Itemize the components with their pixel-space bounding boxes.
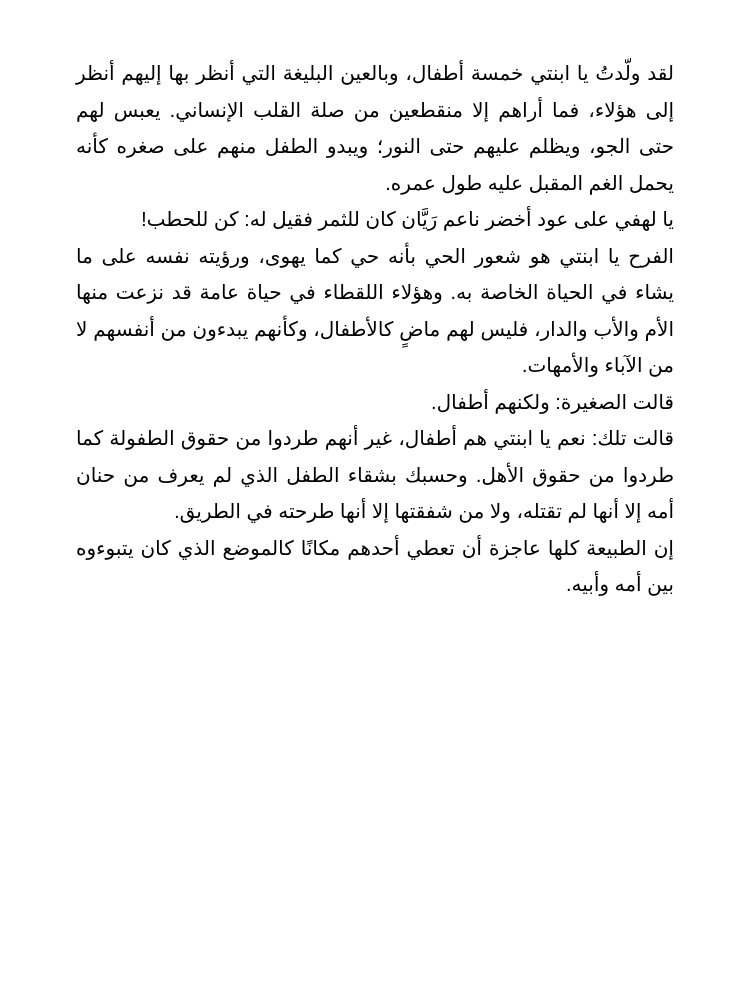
paragraph-lament: يا لهفي على عود أخضر ناعم رَيَّان كان للثمر فقيل له: كن للحطب! — [141, 209, 674, 231]
paragraph-opening: لقد ولّدتُ يا ابنتي خمسة أطفال، وبالعين البليغة التي أنظر بها إليهم أنظر إلى هؤلاء، فما أراهم إلا منقطعين من صلة القلب الإنساني. يعبس لهم حتى الجو، ويظلم عليهم حتى النور؛ ويبدو الطفل منهم على صغره كأنه يحمل الغم المقبل عليه طول عمره. — [76, 63, 675, 195]
paragraph-mother-reply: قالت تلك: نعم يا ابنتي هم أطفال، غير أنهم طردوا من حقوق الطفولة كما طردوا من حقوق الأهل. وحسبك بشقاء الطفل الذي لم يعرف من حنان أمه إلا أنها لم تقتله، ولا من شفقتها إلا أنها طرحته في الطريق. — [76, 428, 674, 523]
paragraph-joy: الفرح يا ابنتي هو شعور الحي بأنه حي كما يهوى، ورؤيته نفسه على ما يشاء في الحياة الخاصة به. وهؤلاء اللقطاء في حياة عامة قد نزعت منها الأم والأب والدار، فليس لهم ماضٍ كالأطفال، وكأنهم يبدءون من أنفسهم لا من الآباء والأمهات. — [76, 245, 674, 377]
paragraph-closing: إن الطبيعة كلها عاجزة أن تعطي أحدهم مكانًا كالموضع الذي كان يتبوءوه بين أمه وأبيه. — [76, 537, 674, 596]
paragraph-girl-reply: قالت الصغيرة: ولكنهم أطفال. — [431, 391, 674, 414]
article-body — [76, 56, 674, 604]
